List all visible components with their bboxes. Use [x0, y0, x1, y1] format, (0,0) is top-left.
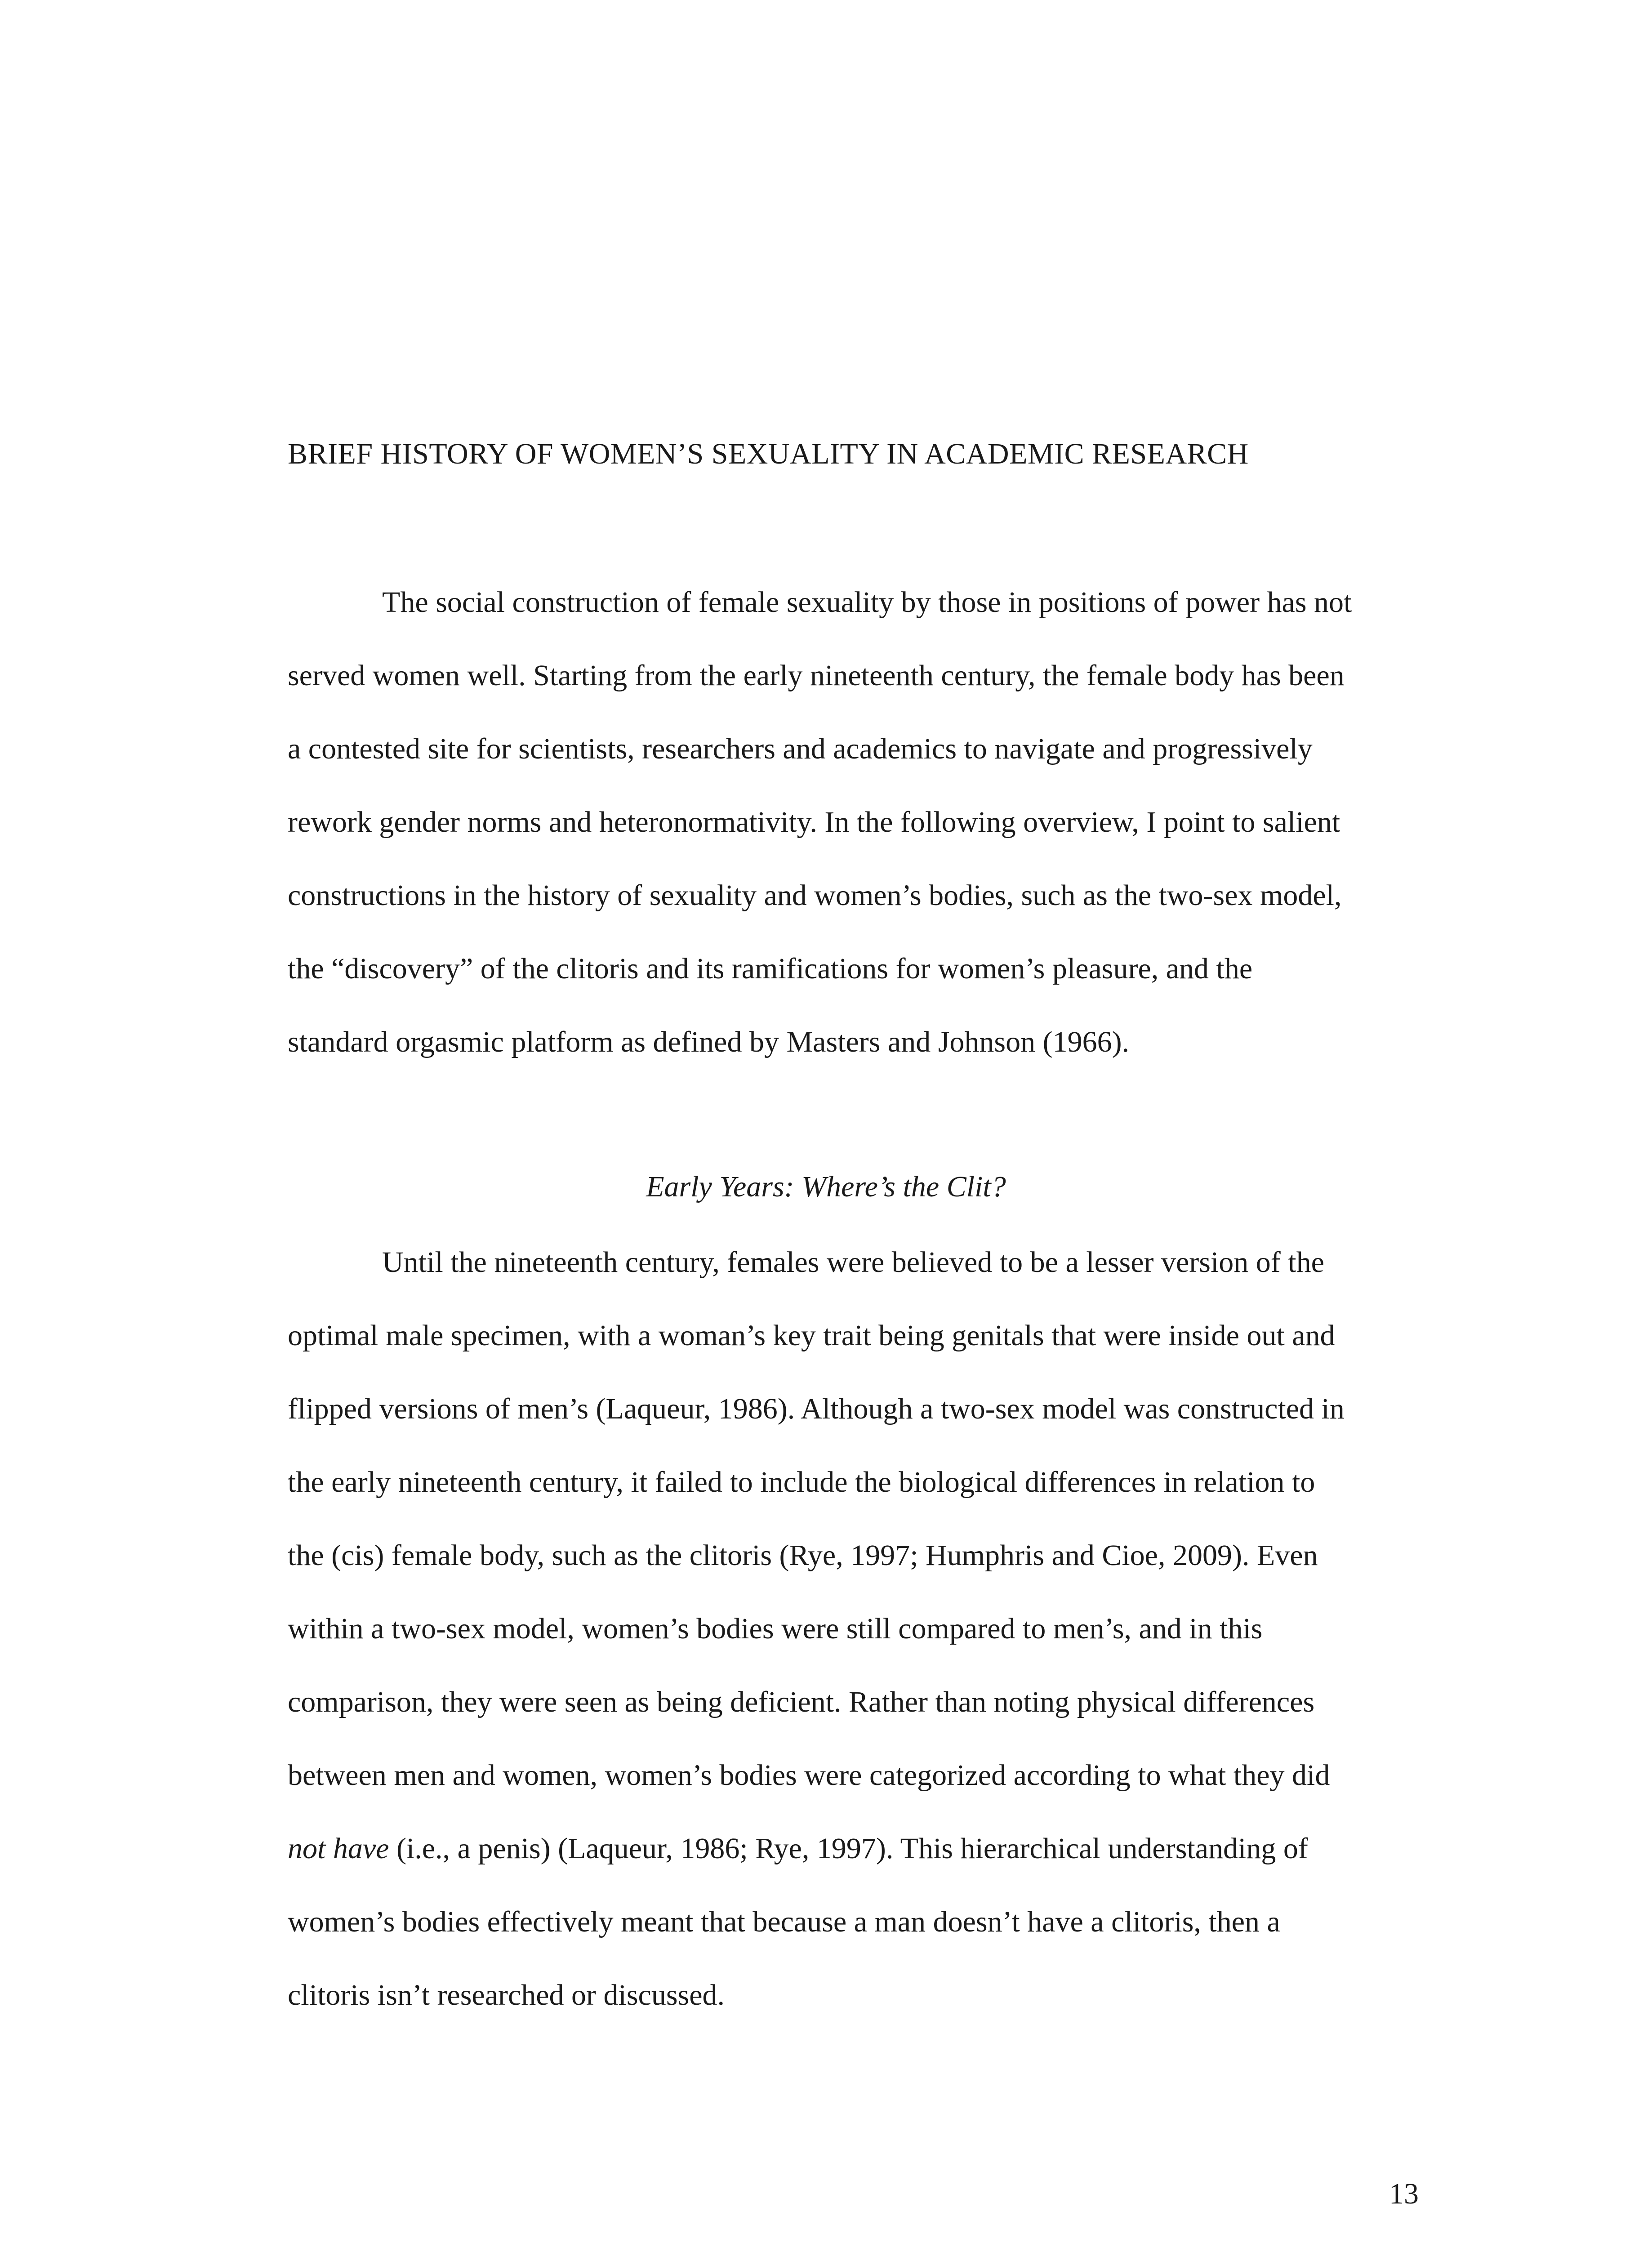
- paragraph-line: within a two-sex model, women’s bodies were still compared to men’s, and in this: [288, 1612, 1263, 1645]
- paragraph-line: rework gender norms and heteronormativity. In the following overview, I point to salient: [288, 806, 1340, 839]
- paragraph-line: the early nineteenth century, it failed to include the biological differences in relation to: [288, 1466, 1315, 1499]
- paragraph-line: standard orgasmic platform as defined by Masters and Johnson (1966).: [288, 1026, 1130, 1058]
- paragraph-line: Until the nineteenth century, females were believed to be a lesser version of the: [382, 1246, 1324, 1279]
- paragraph-line: The social construction of female sexuality by those in positions of power has not: [382, 586, 1352, 619]
- paragraph-line: [288, 1831, 1308, 1867]
- paragraph-line: clitoris isn’t researched or discussed.: [288, 1979, 725, 2012]
- paragraph-line: the “discovery” of the clitoris and its ramifications for women’s pleasure, and the: [288, 952, 1253, 985]
- paragraph-line: flipped versions of men’s (Laqueur, 1986). Although a two-sex model was constructed in: [288, 1392, 1345, 1425]
- paragraph-line: served women well. Starting from the early nineteenth century, the female body has been: [288, 659, 1345, 692]
- paragraph-line-rest: (i.e., a penis) (Laqueur, 1986; Rye, 1997). This hierarchical understanding of: [389, 1832, 1308, 1865]
- emphasized-text: not have: [288, 1832, 389, 1865]
- paragraph-line: constructions in the history of sexuality and women’s bodies, such as the two-sex model,: [288, 879, 1342, 912]
- page-number: 13: [1389, 2177, 1419, 2210]
- paragraph-line: optimal male specimen, with a woman’s key trait being genitals that were inside out and: [288, 1319, 1335, 1352]
- paragraph-line: the (cis) female body, such as the clitoris (Rye, 1997; Humphris and Cioe, 2009). Even: [288, 1539, 1318, 1572]
- paragraph-line: women’s bodies effectively meant that because a man doesn’t have a clitoris, then a: [288, 1905, 1280, 1938]
- paragraph-line: between men and women, women’s bodies were categorized according to what they did: [288, 1759, 1330, 1792]
- subsection-heading: Early Years: Where’s the Clit?: [646, 1170, 1006, 1203]
- section-heading: BRIEF HISTORY OF WOMEN’S SEXUALITY IN ACADEMIC RESEARCH: [288, 437, 1249, 470]
- paragraph-line: comparison, they were seen as being deficient. Rather than noting physical differences: [288, 1686, 1315, 1718]
- paragraph-line: a contested site for scientists, researchers and academics to navigate and progressively: [288, 732, 1313, 765]
